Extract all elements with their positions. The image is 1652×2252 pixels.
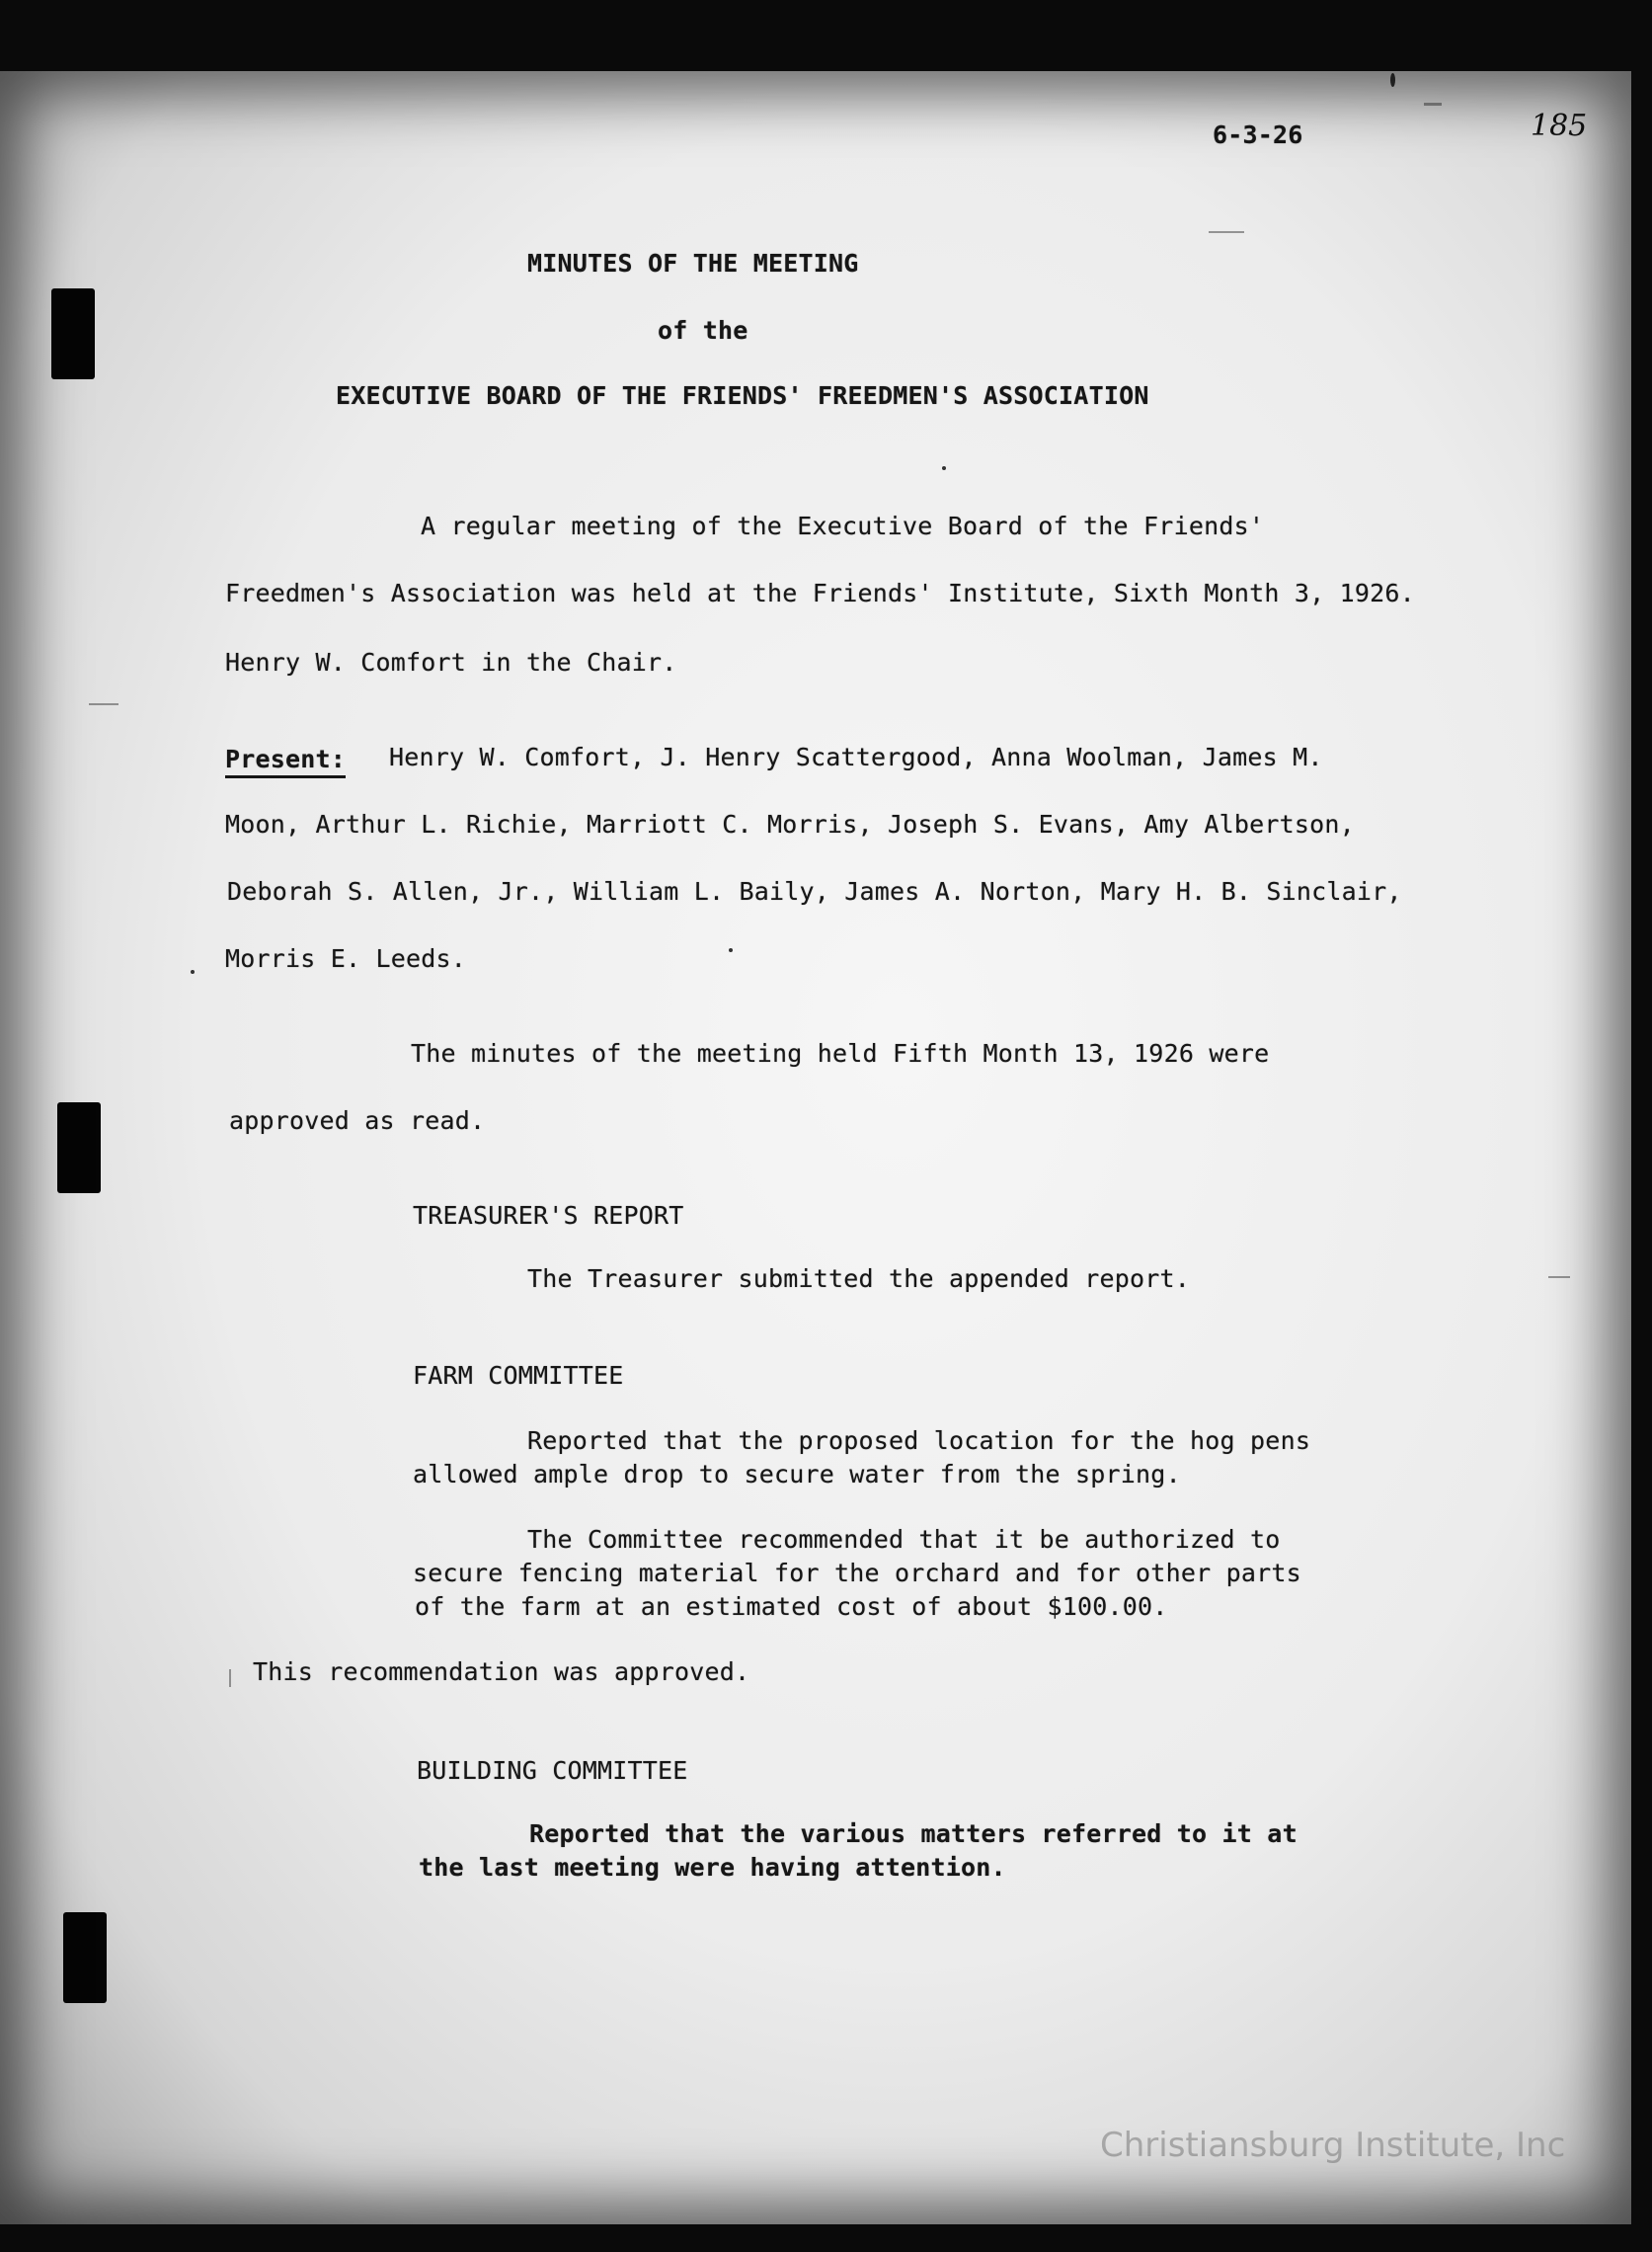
intro-line-3: Henry W. Comfort in the Chair.	[225, 648, 677, 677]
scratch-mark	[1548, 1276, 1570, 1278]
scratch-mark	[1424, 103, 1442, 106]
present-line-1: Henry W. Comfort, J. Henry Scattergood, Anna Woolman, James M.	[389, 743, 1323, 771]
present-label: Present:	[225, 745, 346, 778]
minutes-line-1: The minutes of the meeting held Fifth Month 13, 1926 were	[411, 1039, 1270, 1068]
title-line-2: of the	[658, 316, 748, 345]
farm-paragraph-2-line-1: The Committee recommended that it be authorized to	[527, 1525, 1281, 1554]
farm-paragraph-2-line-3: of the farm at an estimated cost of about $100.00.	[415, 1592, 1168, 1621]
intro-line-1: A regular meeting of the Executive Board of the Friends'	[421, 512, 1265, 540]
title-line-3: EXECUTIVE BOARD OF THE FRIENDS' FREEDMEN'S ASSOCIATION	[336, 381, 1149, 410]
intro-line-2: Freedmen's Association was held at the Friends' Institute, Sixth Month 3, 1926.	[225, 579, 1415, 607]
binder-hole-bottom	[63, 1912, 107, 2003]
building-line-1: Reported that the various matters referred to it at	[529, 1819, 1298, 1848]
scratch-mark	[89, 703, 118, 705]
present-line-2: Moon, Arthur L. Richie, Marriott C. Morris, Joseph S. Evans, Amy Albertson,	[225, 810, 1355, 839]
present-line-4: Morris E. Leeds.	[225, 944, 467, 973]
present-line-3: Deborah S. Allen, Jr., William L. Baily, James A. Norton, Mary H. B. Sinclair,	[227, 877, 1402, 906]
treasurer-heading: TREASURER'S REPORT	[413, 1201, 684, 1230]
scratch-mark	[1209, 231, 1244, 233]
binder-hole-middle	[57, 1102, 101, 1193]
watermark-text: Christiansburg Institute, Inc	[1100, 2126, 1566, 2165]
dust-speck	[942, 466, 946, 470]
document-date: 6-3-26	[1213, 121, 1303, 149]
binder-hole-top	[51, 288, 95, 379]
dust-speck	[191, 970, 195, 974]
document-page	[0, 71, 1631, 2224]
farm-heading: FARM COMMITTEE	[413, 1361, 624, 1390]
handwritten-page-number: 185	[1531, 109, 1588, 143]
dust-speck	[729, 948, 733, 952]
building-heading: BUILDING COMMITTEE	[417, 1756, 688, 1785]
farm-paragraph-1-line-1: Reported that the proposed location for the hog pens	[527, 1426, 1311, 1455]
treasurer-text: The Treasurer submitted the appended report.	[527, 1264, 1191, 1293]
dust-speck	[1390, 73, 1395, 87]
farm-paragraph-1-line-2: allowed ample drop to secure water from the spring.	[413, 1460, 1181, 1488]
building-line-2: the last meeting were having attention.	[419, 1853, 1006, 1882]
title-line-1: MINUTES OF THE MEETING	[527, 249, 859, 278]
farm-paragraph-2-line-2: secure fencing material for the orchard and for other parts	[413, 1559, 1301, 1587]
farm-approval: This recommendation was approved.	[253, 1657, 750, 1686]
minutes-line-2: approved as read.	[229, 1106, 486, 1135]
scratch-mark	[229, 1669, 231, 1687]
